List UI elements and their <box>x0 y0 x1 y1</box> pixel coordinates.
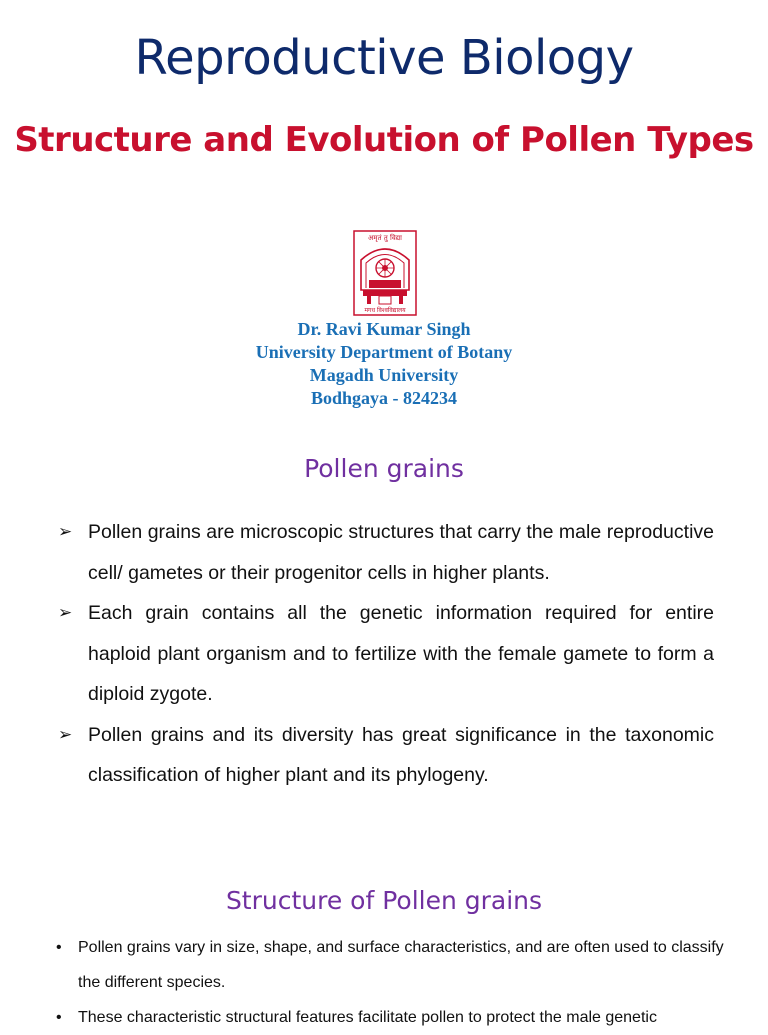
page-title: Reproductive Biology <box>134 30 634 86</box>
author-university: Magadh University <box>309 365 459 385</box>
author-department: University Department of Botany <box>255 342 513 362</box>
list-item-text: Pollen grains are microscopic structures that carry the male reproductive cell/ gametes or their progenitor cells in higher plants. <box>88 521 714 584</box>
dot-bullet-icon: • <box>56 939 62 956</box>
author-block <box>0 318 768 410</box>
list-item <box>56 1000 726 1035</box>
logo-motto-bottom: मगध विश्वविद्यालय <box>364 307 406 314</box>
page-subtitle: Structure and Evolution of Pollen Types <box>14 120 754 160</box>
list-item-text: Pollen grains vary in size, shape, and surface characteristics, and are often used to classify the different species. <box>78 939 724 991</box>
section-heading-structure: Structure of Pollen grains <box>225 886 543 915</box>
list-item-text: Each grain contains all the genetic information required for entire haploid plant organism and to fertilize with the female gamete to form a diploid zygote. <box>88 602 714 705</box>
logo-motto-top: अमृतं तु विद्या <box>368 234 402 242</box>
dot-bullet-icon: • <box>56 1009 62 1026</box>
section-heading-pollen-grains: Pollen grains <box>304 454 464 483</box>
author-address: Bodhgaya - 824234 <box>310 388 458 408</box>
university-emblem-icon <box>353 230 417 316</box>
list-item-text: Pollen grains and its diversity has great significance in the taxonomic classification of higher plant and its phylogeny. <box>88 723 714 786</box>
author-name: Dr. Ravi Kumar Singh <box>297 319 471 339</box>
list-item <box>58 715 714 796</box>
arrow-bullet-icon: ➢ <box>58 603 73 622</box>
structure-list <box>56 930 726 1035</box>
pollen-grains-list <box>58 512 714 796</box>
arrow-bullet-icon: ➢ <box>58 724 73 744</box>
arrow-bullet-icon: ➢ <box>58 522 73 541</box>
list-item <box>58 512 714 593</box>
list-item <box>58 593 714 715</box>
list-item-text: These characteristic structural features facilitate pollen to protect the male genetic <box>78 1009 657 1026</box>
list-item <box>56 930 726 1000</box>
